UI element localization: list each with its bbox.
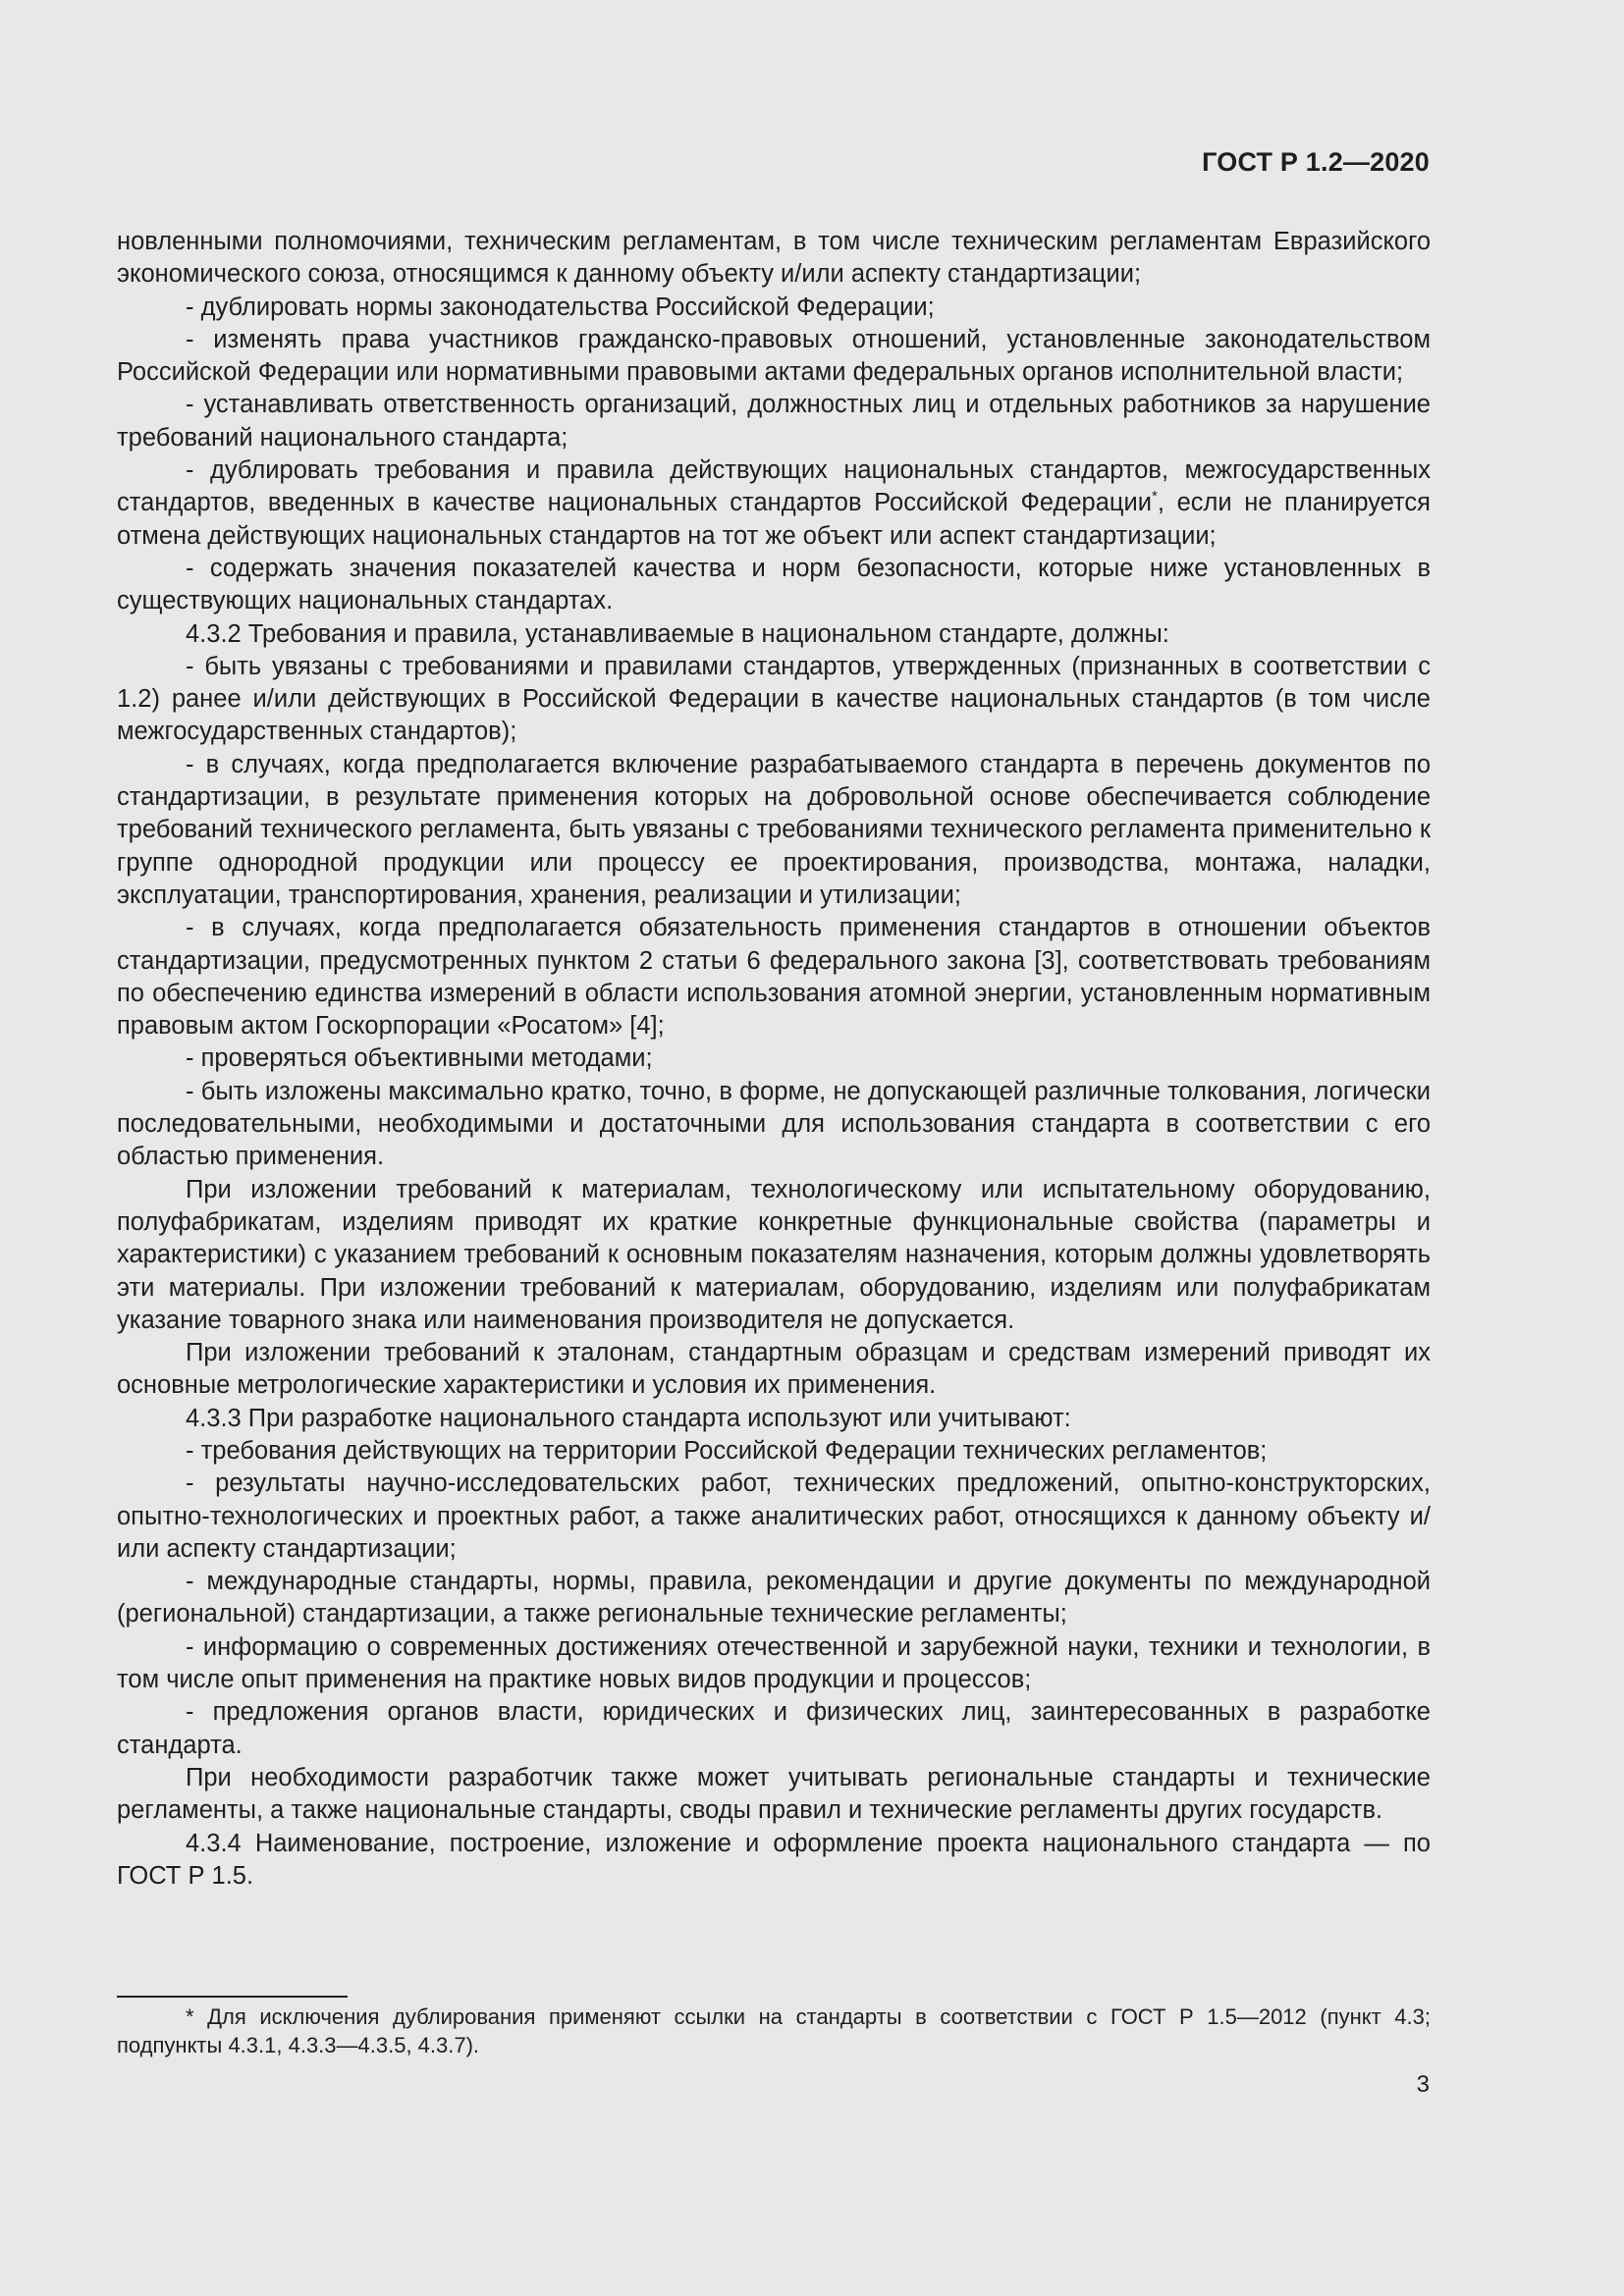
list-item: - дублировать нормы законодательства Российской Федерации; <box>186 293 935 321</box>
list-item: - предложения органов власти, юридических и физических лиц, заинтересованных в разработке стандарта. <box>117 1698 1431 1759</box>
paragraph: При изложении требований к материалам, технологическому или испытательному оборудованию, полуфабрикатам, изделиям приводят их краткие конкретные функциональные свойства (параметры и характеристики) с указанием требований к основным показателям назначения, которым должны удовлетворять эти материалы. При изложении требований к материалам, оборудованию, изделиям или полуфабрикатам указание товарного знака или наименования производителя не допускается. <box>117 1175 1431 1334</box>
list-item: - изменять права участников гражданско-правовых отношений, установленные законодательством Российской Федерации или нормативными правовыми актами федеральных органов исполнительной власти; <box>117 325 1431 387</box>
list-item: - устанавливать ответственность организаций, должностных лиц и отдельных работников за нарушение требований национального стандарта; <box>117 391 1431 452</box>
list-item-with-footnote <box>117 454 1431 553</box>
list-item: - быть изложены максимально кратко, точно, в форме, не допускающей различные толкования, логически последовательными, необходимыми и достаточными для использования стандарта в соответствии с его областью применения. <box>117 1077 1431 1171</box>
list-item: - требования действующих на территории Российской Федерации технических регламентов; <box>186 1436 1268 1465</box>
list-item: - содержать значения показателей качества и норм безопасности, которые ниже установленных в существующих национальных стандартах. <box>117 554 1431 615</box>
footnote-marker[interactable]: * <box>1152 488 1158 506</box>
list-item: - результаты научно-исследовательских работ, технических предложений, опытно-конструкторских, опытно-технологических и проектных работ, а также аналитических работ, относящихся к данному объекту и/или аспекту стандартизации; <box>117 1469 1431 1563</box>
paragraph: При изложении требований к эталонам, стандартным образцам и средствам измерений приводят их основные метрологические характеристики и условия их применения. <box>117 1339 1431 1400</box>
list-item: - в случаях, когда предполагается включение разрабатываемого стандарта в перечень документов по стандартизации, в результате применения которых на добровольной основе обеспечивается соблюдение требований технического регламента, быть увязаны с требованиями технического регламента применительно к группе однородной продукции или процессу ее проектирования, производства, монтажа, наладки, эксплуатации, транспортирования, хранения, реализации и утилизации; <box>117 750 1431 909</box>
footnote-divider <box>117 1996 348 1998</box>
body-text <box>117 226 1431 1893</box>
section-heading: 4.3.2 Требования и правила, устанавливаемые в национальном стандарте, должны: <box>186 619 1169 648</box>
paragraph: При необходимости разработчик также может учитывать региональные стандарты и технические регламенты, а также национальные стандарты, своды правил и технические регламенты других государств. <box>117 1763 1431 1825</box>
list-item-text: - дублировать требования и правила действующих национальных стандартов, межгосударственных стандартов, введенных в качестве национальных стандартов Российской Федерации <box>117 456 1431 517</box>
list-item: - проверяться объективными методами; <box>186 1044 653 1073</box>
footnote <box>117 2002 1431 2059</box>
paragraph: новленными полномочиями, техническим регламентам, в том числе техническим регламентам Евразийского экономического союза, относящимся к данному объекту и/или аспекту стандартизации; <box>117 228 1431 289</box>
section-heading: 4.3.3 При разработке национального стандарта используют или учитывают: <box>186 1404 1071 1432</box>
page-number: 3 <box>1416 2071 1430 2098</box>
list-item: - международные стандарты, нормы, правила, рекомендации и другие документы по международной (региональной) стандартизации, а также региональные технические регламенты; <box>117 1568 1431 1629</box>
list-item: - информацию о современных достижениях отечественной и зарубежной науки, техники и технологии, в том числе опыт применения на практике новых видов продукции и процессов; <box>117 1632 1431 1694</box>
list-item-text-after: , если не планируется отмена действующих национальных стандартов на тот же объект или аспект стандартизации; <box>117 489 1431 550</box>
list-item: - в случаях, когда предполагается обязательность применения стандартов в отношении объектов стандартизации, предусмотренных пунктом 2 статьи 6 федерального закона [3], соответствовать требованиям по обеспечению единства измерений в области использования атомной энергии, установленным нормативным правовым актом Госкорпорации «Росатом» [4]; <box>117 914 1431 1041</box>
section-heading: 4.3.4 Наименование, построение, изложение и оформление проекта национального стандарта — по ГОСТ Р 1.5. <box>117 1829 1431 1890</box>
list-item: - быть увязаны с требованиями и правилами стандартов, утвержденных (признанных в соответствии с 1.2) ранее и/или действующих в Российской Федерации в качестве национальных стандартов (в том числе межгосударственных стандартов); <box>117 652 1431 746</box>
footnote-text: * Для исключения дублирования применяют ссылки на стандарты в соответствии с ГОСТ Р 1.5—2012 (пункт 4.3; подпункты 4.3.1, 4.3.3—4.3.5, 4.3.7). <box>117 2004 1431 2057</box>
document-code-header: ГОСТ Р 1.2—2020 <box>1202 147 1430 177</box>
